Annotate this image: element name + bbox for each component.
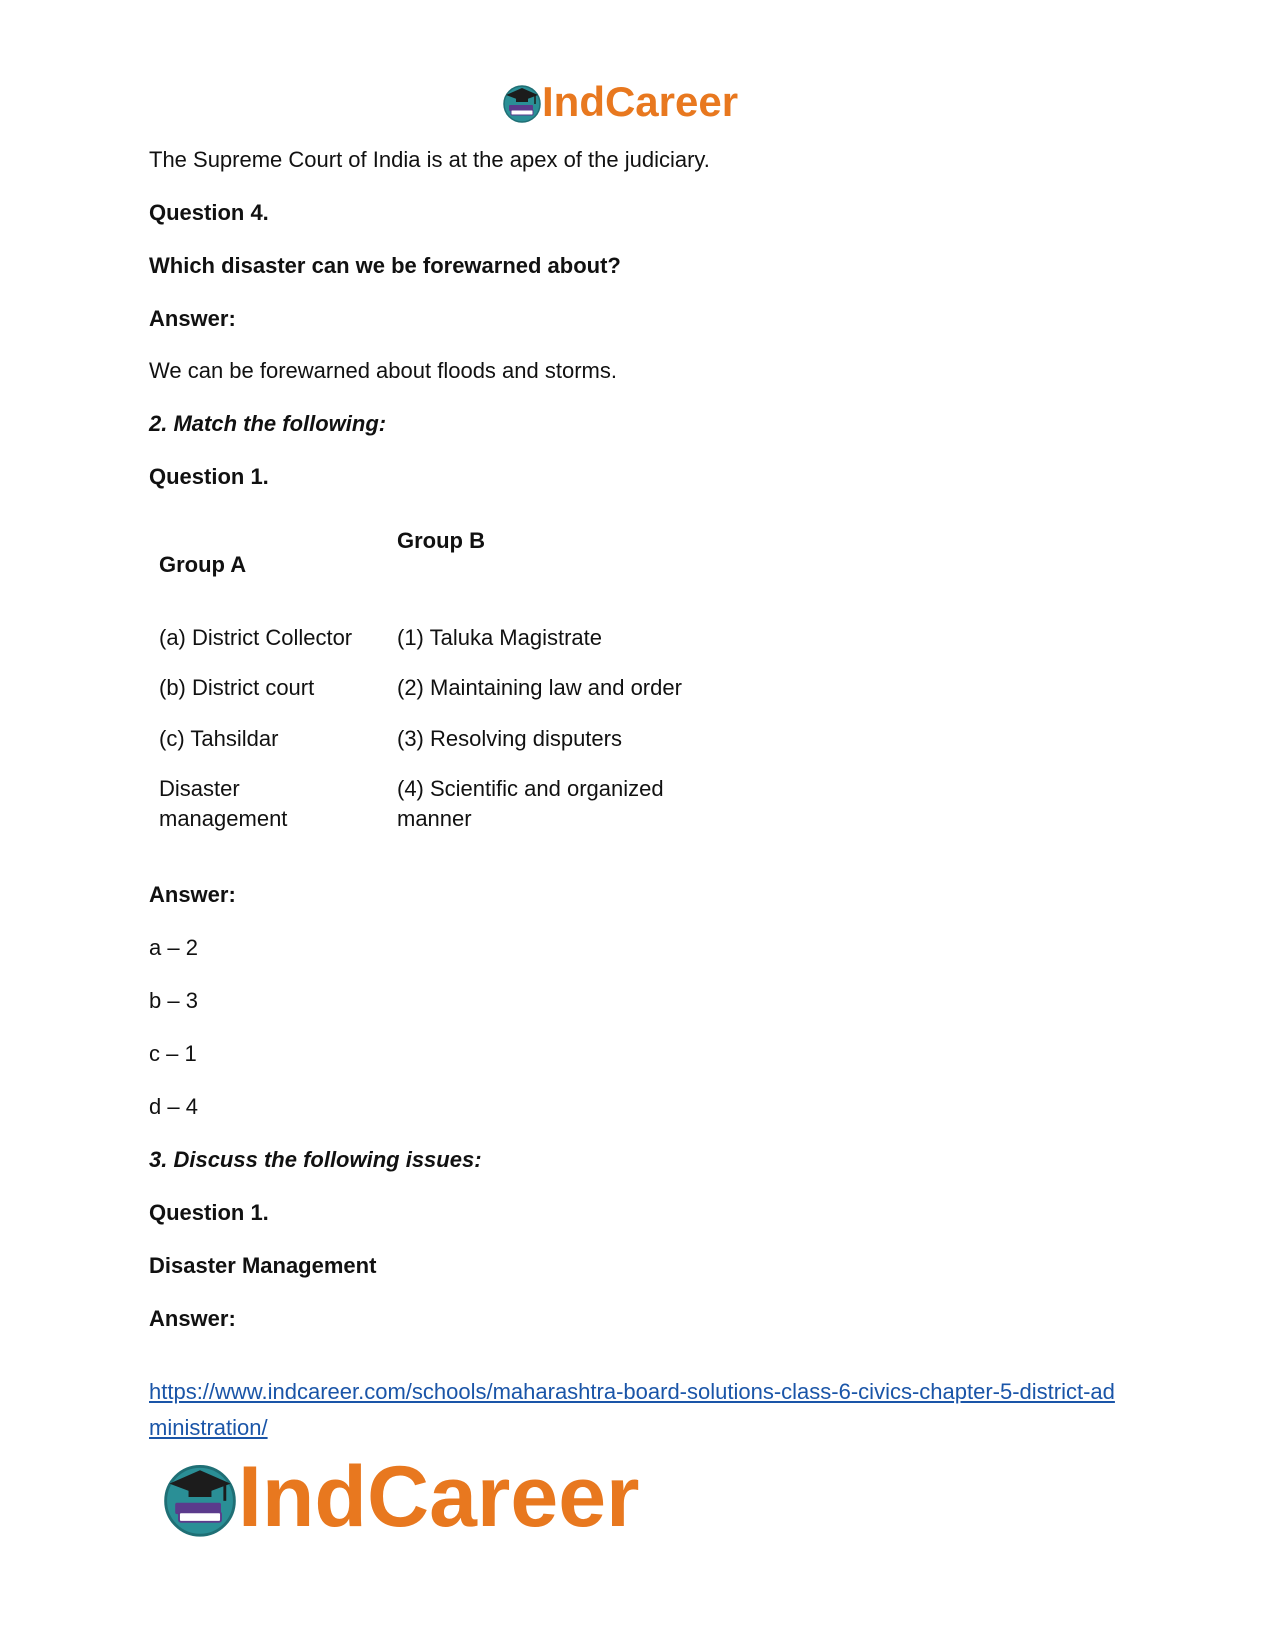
- match-table-row-b: (1) Taluka Magistrate: [397, 625, 603, 650]
- match-answer: c – 1: [149, 1041, 197, 1066]
- header-logo-text: IndCareer: [542, 78, 739, 125]
- match-table-row-b: (2) Maintaining law and order: [397, 675, 682, 700]
- match-answer: a – 2: [149, 935, 198, 960]
- question-4-label: Question 4.: [149, 200, 269, 225]
- footer-logo: [158, 1449, 640, 1545]
- match-table-row-a: Disaster management: [159, 776, 288, 831]
- question-4-answer: We can be forewarned about floods and storms.: [149, 358, 617, 383]
- section-3-question-1-label: Question 1.: [149, 1200, 269, 1225]
- logo-emblem-icon: [158, 1455, 242, 1539]
- match-answer: d – 4: [149, 1094, 198, 1119]
- header-logo: [500, 78, 738, 126]
- section-3-question-1-text: Disaster Management: [149, 1253, 377, 1278]
- section-2-answer-label: Answer:: [149, 882, 236, 907]
- section-3-title: 3. Discuss the following issues:: [149, 1147, 482, 1172]
- section-2-question-1-label: Question 1.: [149, 464, 269, 489]
- match-table-header-group-b: Group B: [397, 528, 485, 553]
- footer-logo-text: IndCareer: [238, 1449, 640, 1545]
- section-3-answer-label: Answer:: [149, 1306, 236, 1331]
- match-table-row-b: (3) Resolving disputers: [397, 726, 622, 751]
- question-4-text: Which disaster can we be forewarned about?: [149, 253, 621, 278]
- answer-link[interactable]: https://www.indcareer.com/schools/maharashtra-board-solutions-class-6-civics-chapter-5-district-administration/: [149, 1379, 1115, 1440]
- match-table-header-group-a: Group A: [159, 552, 247, 577]
- match-table-row-a: (a) District Collector: [159, 625, 353, 650]
- match-table-row-b: (4) Scientific and organized manner: [397, 776, 664, 831]
- intro-answer-text: The Supreme Court of India is at the apex of the judiciary.: [149, 147, 710, 172]
- logo-emblem-icon: [500, 80, 544, 124]
- question-4-answer-label: Answer:: [149, 306, 236, 331]
- match-table-row-a: (c) Tahsildar: [159, 726, 279, 751]
- match-answer: b – 3: [149, 988, 198, 1013]
- match-table-row-a: (b) District court: [159, 675, 315, 700]
- section-2-title: 2. Match the following:: [149, 411, 387, 436]
